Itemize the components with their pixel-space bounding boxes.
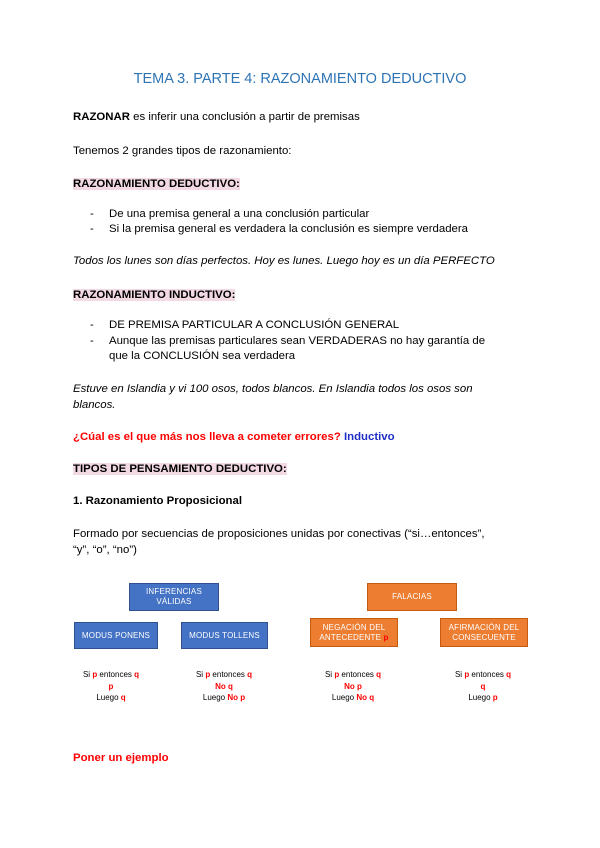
ex-q: q [134,670,140,679]
ex-line [169,692,279,704]
intro-paragraph [73,110,360,125]
bullet-dash: - [90,208,94,220]
intro-text: es inferir una conclusión a partir de premisas [129,111,360,123]
formed-line1: Formado por secuencias de proposiciones unidas por conectivas (“si…entonces”, [73,528,485,540]
valid-inferences-line2: VÁLIDAS [156,597,192,606]
ex-p: p [205,670,211,679]
inductive-example-line1: Estuve en Islandia y vi 100 osos, todos blancos. En Islandia todos los osos son [73,383,473,395]
footer-note: Poner un ejemplo [73,752,169,764]
ex-p: p [92,670,98,679]
ex-q: q [506,670,512,679]
deductive-heading [73,177,240,192]
ex-line [56,681,166,693]
ex-line [428,681,538,693]
ex-si: Si [195,670,206,679]
ex-q: q [247,670,253,679]
ex-p: p [108,681,114,691]
deductive-bullet-2: Si la premisa general es verdadera la conclusión es siempre verdadera [109,223,468,235]
example-afirmacion [428,669,538,704]
ex-line [56,692,166,704]
ex-q: q [376,670,382,679]
bullet-dash: - [90,335,94,347]
ex-line [298,669,408,681]
ex-luego: Luego [331,693,357,702]
negacion-p: p [383,632,389,642]
ex-line [428,692,538,704]
valid-inferences-box [129,583,219,611]
negacion-line2 [319,633,388,643]
modus-ponens-box: MODUS PONENS [74,622,158,649]
ex-luego: Luego [468,693,493,702]
ex-q: q [120,693,126,702]
types-heading-text: TIPOS DE PENSAMIENTO DEDUCTIVO: [73,463,287,475]
inductive-bullet-1: DE PREMISA PARTICULAR A CONCLUSIÓN GENERAL [109,319,400,331]
ex-si: Si [324,670,335,679]
afirmacion-line1: AFIRMACIÓN DEL [448,622,520,632]
afirmacion-line2: CONSECUENTE [452,632,516,642]
valid-inferences-line1: INFERENCIAS [146,587,202,596]
ex-no-q: No q [356,693,375,702]
ex-q: q [480,681,486,691]
ex-p: p [492,693,498,702]
ex-no-p: No p [344,681,362,691]
deductive-heading-text: RAZONAMIENTO DEDUCTIVO: [73,178,240,190]
inductive-bullet-2-cont: que la CONCLUSIÓN sea verdadera [109,350,296,362]
deductive-bullet-1: De una premisa general a una conclusión particular [109,208,370,220]
negacion-antecedente-box [310,618,398,647]
ex-line [56,669,166,681]
inductive-heading-text: RAZONAMIENTO INDUCTIVO: [73,289,236,301]
negacion-line1: NEGACIÓN DEL [322,622,386,632]
inductive-bullet-2: Aunque las premisas particulares sean VERDADERAS no hay garantía de [109,335,486,347]
question-text: ¿Cúal es el que más nos lleva a cometer errores? [73,431,341,443]
ex-line [298,681,408,693]
section-1-heading: 1. Razonamiento Proposicional [73,495,242,507]
ex-entonces: entonces [469,670,507,679]
intro-term: RAZONAR [73,111,130,123]
types-heading [73,462,287,477]
afirmacion-consecuente-box [440,618,528,647]
ex-si: Si [82,670,93,679]
bullet-dash: - [90,223,94,235]
example-modus-ponens [56,669,166,704]
example-modus-tollens [169,669,279,704]
modus-tollens-box: MODUS TOLLENS [181,622,268,649]
question-line [73,430,395,445]
bullet-dash: - [90,319,94,331]
deductive-example: Todos los lunes son días perfectos. Hoy es lunes. Luego hoy es un día PERFECTO [73,255,495,267]
ex-luego: Luego [202,693,228,702]
example-negacion [298,669,408,704]
ex-line [298,692,408,704]
fallacies-box: FALACIAS [367,583,457,611]
ex-entonces: entonces [339,670,377,679]
page-title: TEMA 3. PARTE 4: RAZONAMIENTO DEDUCTIVO [133,71,467,87]
ex-line [169,681,279,693]
ex-si: Si [454,670,465,679]
ex-line [428,669,538,681]
inductive-heading [73,288,235,303]
ex-no-q: No q [215,681,233,691]
ex-no-p: No p [227,693,246,702]
ex-p: p [464,670,470,679]
ex-line [169,669,279,681]
formed-line2: “y”, “o”, “no”) [73,544,137,556]
ex-entonces: entonces [210,670,248,679]
negacion-line2-text: ANTECEDENTE [319,632,382,642]
types-intro: Tenemos 2 grandes tipos de razonamiento: [73,145,292,157]
inductive-example-line2: blancos. [73,399,116,411]
question-answer: Inductivo [340,431,395,443]
ex-luego: Luego [96,693,121,702]
ex-entonces: entonces [97,670,135,679]
ex-p: p [334,670,340,679]
